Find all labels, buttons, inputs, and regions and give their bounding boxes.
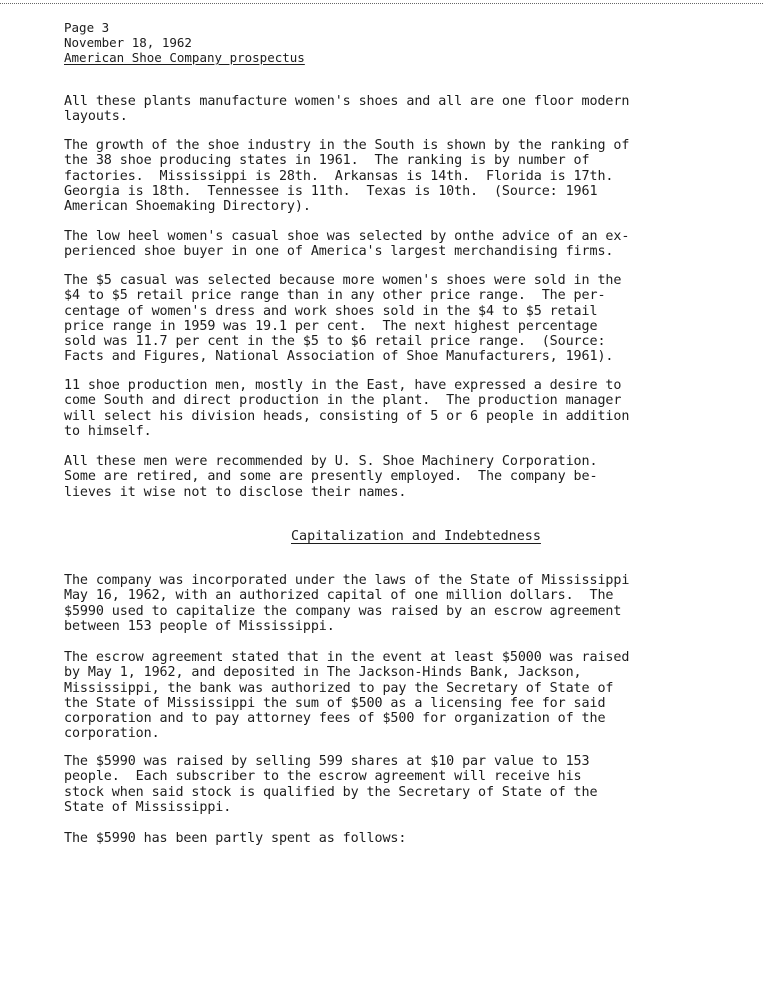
text-line: Facts and Figures, National Association of Shoe Manufacturers, 1961). xyxy=(64,349,614,365)
text-line: layouts. xyxy=(64,109,128,125)
page-number: Page 3 xyxy=(64,20,110,35)
text-line: price range in 1959 was 19.1 per cent. The next highest percentage xyxy=(64,318,598,334)
text-line: the 38 shoe producing states in 1961. The ranking is by number of xyxy=(64,153,590,169)
text-line: May 16, 1962, with an authorized capital of one million dollars. The xyxy=(64,588,614,604)
text-line: perienced shoe buyer in one of America's largest merchandising firms. xyxy=(64,244,614,260)
text-line: The $5990 has been partly spent as follows: xyxy=(64,831,407,846)
paragraph-spending xyxy=(64,831,724,846)
paragraph-incorporation xyxy=(64,573,724,634)
text-line: stock when said stock is qualified by the Secretary of State of the xyxy=(64,784,598,800)
paragraph-production-men xyxy=(64,378,724,439)
text-line: corporation. xyxy=(64,726,160,742)
paragraph-plants xyxy=(64,94,724,125)
text-line: The low heel women's casual shoe was selected by onthe advice of an ex- xyxy=(64,229,630,244)
text-line: come South and direct production in the plant. The production manager xyxy=(64,393,622,409)
text-line: American Shoemaking Directory). xyxy=(64,199,311,215)
text-line: The $5 casual was selected because more women's shoes were sold in the xyxy=(64,273,622,288)
text-line: All these men were recommended by U. S. Shoe Machinery Corporation. xyxy=(64,454,598,469)
text-line: to himself. xyxy=(64,423,152,439)
header-date: November 18, 1962 xyxy=(64,35,192,50)
text-line: The company was incorporated under the laws of the State of Mississippi xyxy=(64,573,630,588)
text-line: All these plants manufacture women's shoes and all are one floor modern xyxy=(64,94,630,109)
text-line: The escrow agreement stated that in the event at least $5000 was raised xyxy=(64,650,630,665)
text-line: sold was 11.7 per cent in the $5 to $6 retail price range. (Source: xyxy=(64,334,606,350)
text-line: Mississippi, the bank was authorized to pay the Secretary of State of xyxy=(64,680,614,696)
page-header xyxy=(64,20,305,65)
paragraph-price-range xyxy=(64,273,724,365)
text-line: factories. Mississippi is 28th. Arkansas is 14th. Florida is 17th. xyxy=(64,168,614,184)
text-line: corporation and to pay attorney fees of $500 for organization of the xyxy=(64,711,606,727)
text-line: between 153 people of Mississippi. xyxy=(64,618,335,634)
paragraph-recommendations xyxy=(64,454,724,500)
top-border xyxy=(0,3,763,4)
text-line: The growth of the shoe industry in the South is shown by the ranking of xyxy=(64,138,630,153)
text-line: the State of Mississippi the sum of $500 as a licensing fee for said xyxy=(64,695,606,711)
paragraph-shares-sold xyxy=(64,754,724,815)
section-heading: Capitalization and Indebtedness xyxy=(291,529,541,544)
paragraph-escrow-agreement xyxy=(64,650,724,742)
text-line: centage of women's dress and work shoes sold in the $4 to $5 retail xyxy=(64,303,598,319)
text-line: by May 1, 1962, and deposited in The Jackson-Hinds Bank, Jackson, xyxy=(64,665,582,681)
paragraph-industry-growth xyxy=(64,138,724,214)
text-line: will select his division heads, consisting of 5 or 6 people in addition xyxy=(64,408,630,424)
text-line: The $5990 was raised by selling 599 shares at $10 par value to 153 xyxy=(64,754,590,769)
text-line: Some are retired, and some are presently employed. The company be- xyxy=(64,469,598,485)
text-line: people. Each subscriber to the escrow agreement will receive his xyxy=(64,769,582,785)
text-line: $5990 used to capitalize the company was raised by an escrow agreement xyxy=(64,603,622,619)
paragraph-casual-shoe xyxy=(64,229,724,260)
header-subject: American Shoe Company prospectus xyxy=(64,50,305,65)
text-line: 11 shoe production men, mostly in the East, have expressed a desire to xyxy=(64,378,622,393)
text-line: $4 to $5 retail price range than in any other price range. The per- xyxy=(64,288,606,304)
text-line: lieves it wise not to disclose their names. xyxy=(64,484,407,500)
text-line: State of Mississippi. xyxy=(64,799,232,815)
text-line: Georgia is 18th. Tennessee is 11th. Texas is 10th. (Source: 1961 xyxy=(64,183,598,199)
